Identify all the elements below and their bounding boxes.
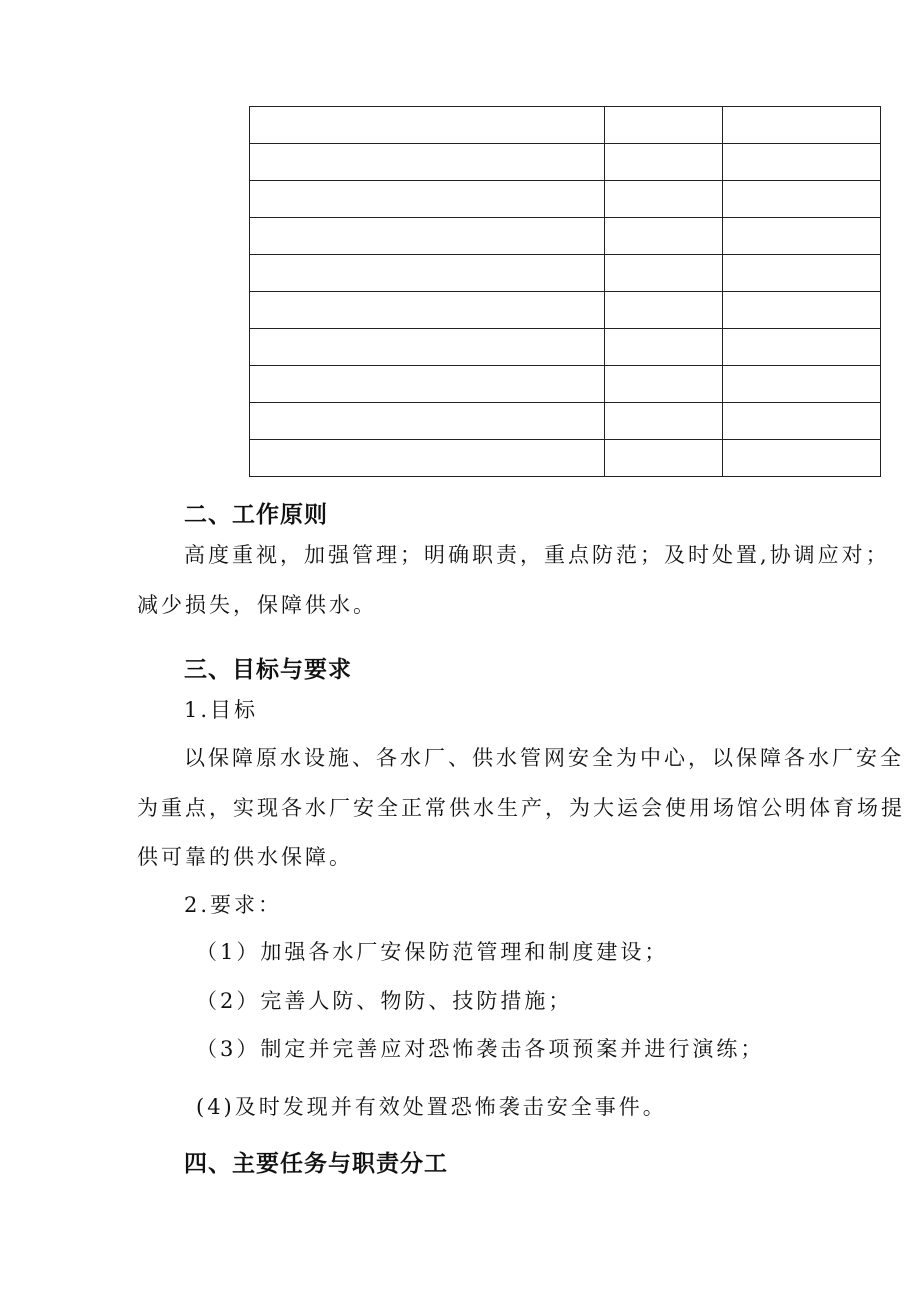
table-row xyxy=(250,181,881,218)
table-cell xyxy=(605,107,723,144)
table-row xyxy=(250,218,881,255)
requirement-item-3: （3）制定并完善应对恐怖袭击各项预案并进行演练； xyxy=(196,1037,765,1061)
table-row xyxy=(250,255,881,292)
table-cell xyxy=(723,292,881,329)
table-row xyxy=(250,329,881,366)
table-cell xyxy=(250,329,605,366)
table-cell xyxy=(605,440,723,477)
table-row xyxy=(250,292,881,329)
requirement-item-2: （2）完善人防、物防、技防措施； xyxy=(196,989,573,1013)
goal-line-3: 供可靠的供水保障。 xyxy=(137,845,353,869)
table-cell xyxy=(605,218,723,255)
principles-line-1: 高度重视，加强管理；明确职责，重点防范；及时处置,协调应对； xyxy=(184,543,890,567)
table-cell xyxy=(605,292,723,329)
table-cell xyxy=(723,255,881,292)
table-cell xyxy=(605,255,723,292)
table-row xyxy=(250,403,881,440)
table-cell xyxy=(723,144,881,181)
principles-line-2: 减少损失，保障供水。 xyxy=(137,593,377,617)
requirement-item-1: （1）加强各水厂安保防范管理和制度建设； xyxy=(196,940,669,964)
table-cell xyxy=(250,218,605,255)
table-cell xyxy=(250,181,605,218)
table-cell xyxy=(723,218,881,255)
goal-label: 1.目标 xyxy=(184,698,259,722)
table-cell xyxy=(605,403,723,440)
table-cell xyxy=(605,181,723,218)
table-cell xyxy=(250,403,605,440)
table-cell xyxy=(250,144,605,181)
table-cell xyxy=(250,107,605,144)
table-cell xyxy=(723,107,881,144)
table-cell xyxy=(250,255,605,292)
table-cell xyxy=(723,403,881,440)
table-cell xyxy=(605,144,723,181)
table-cell xyxy=(723,440,881,477)
table-cell xyxy=(605,366,723,403)
section-heading-goals: 三、目标与要求 xyxy=(184,657,352,683)
table-row xyxy=(250,107,881,144)
requirement-item-4: (4)及时发现并有效处置恐怖袭击安全事件。 xyxy=(196,1095,667,1119)
section-heading-tasks: 四、主要任务与职责分工 xyxy=(184,1151,448,1177)
table-body xyxy=(250,107,881,477)
requirements-label: 2.要求： xyxy=(184,893,283,917)
table-row xyxy=(250,440,881,477)
table-cell xyxy=(605,329,723,366)
section-heading-principles: 二、工作原则 xyxy=(184,502,328,528)
table-row xyxy=(250,144,881,181)
table-cell xyxy=(250,440,605,477)
table-cell xyxy=(250,292,605,329)
goal-line-2: 为重点，实现各水厂安全正常供水生产，为大运会使用场馆公明体育场提 xyxy=(137,796,905,820)
table-cell xyxy=(723,181,881,218)
table-row xyxy=(250,366,881,403)
table-cell xyxy=(250,366,605,403)
blank-table xyxy=(249,106,881,477)
table-cell xyxy=(723,329,881,366)
table-cell xyxy=(723,366,881,403)
goal-line-1: 以保障原水设施、各水厂、供水管网安全为中心，以保障各水厂安全 xyxy=(184,746,904,770)
